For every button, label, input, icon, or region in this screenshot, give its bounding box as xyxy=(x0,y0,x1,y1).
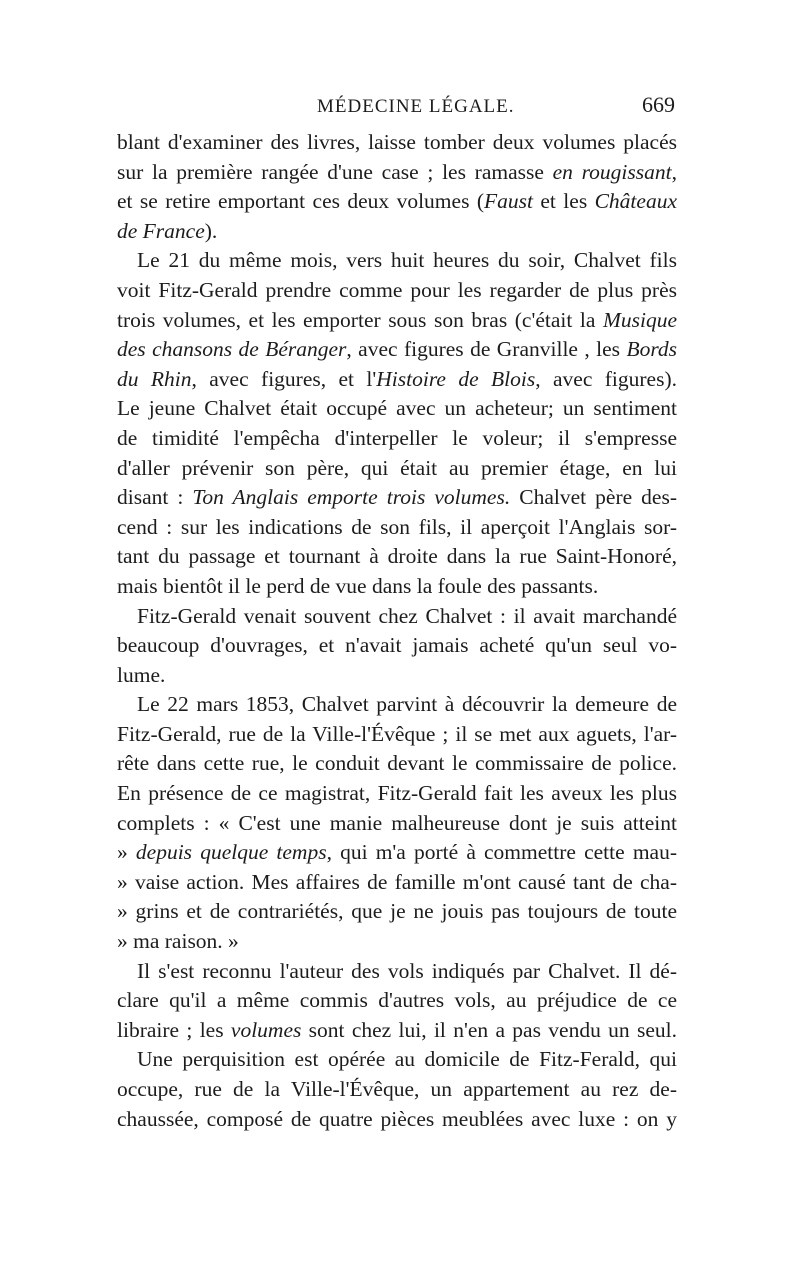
text-line xyxy=(117,1045,677,1075)
text-segment: chaussée, composé de quatre pièces meublées avec luxe : on y xyxy=(117,1106,677,1131)
text-line xyxy=(117,631,677,661)
text-line xyxy=(117,897,677,927)
text-segment: blant d'examiner des livres, laisse tomber deux volumes placés xyxy=(117,130,677,154)
text-line xyxy=(117,602,677,632)
text-segment: , avec figures). xyxy=(535,366,677,391)
text-segment: » vaise action. Mes affaires de famille m'ont causé tant de cha- xyxy=(117,869,677,894)
text-segment: ). xyxy=(204,218,218,243)
body-text xyxy=(117,128,677,1134)
text-segment: Le jeune Chalvet était occupé avec un acheteur; un sentiment xyxy=(117,396,677,421)
text-line xyxy=(117,661,677,691)
text-segment: » xyxy=(117,840,136,865)
text-segment: Fitz-Gerald venait souvent chez Chalvet : il avait marchandé xyxy=(137,603,677,628)
text-segment: , avec figures, et l' xyxy=(191,366,377,391)
italic-text: Musique xyxy=(602,307,677,332)
italic-text: Histoire de Blois xyxy=(376,366,536,391)
text-line xyxy=(117,957,677,987)
text-segment: lume. xyxy=(117,662,166,687)
italic-text: des chansons de Béranger xyxy=(117,337,347,362)
text-segment: et se retire emportant ces deux volumes ( xyxy=(117,189,484,214)
text-line xyxy=(117,365,677,395)
text-segment: beaucoup d'ouvrages, et n'avait jamais acheté qu'un seul vo- xyxy=(117,633,677,658)
text-segment: voit Fitz-Gerald prendre comme pour les regarder de plus près xyxy=(117,277,677,302)
text-segment: clare qu'il a même commis d'autres vols, au préjudice de ce xyxy=(117,988,677,1013)
text-line xyxy=(117,276,677,306)
text-line xyxy=(117,690,677,720)
italic-text: Faust xyxy=(484,189,533,214)
text-line xyxy=(117,246,677,276)
text-segment: Fitz-Gerald, rue de la Ville-l'Évêque ; il se met aux aguets, l'ar- xyxy=(117,721,677,746)
text-segment: trois volumes, et les emporter sous son bras (c'était la xyxy=(117,307,603,332)
text-line xyxy=(117,335,677,365)
text-segment: » grins et de contrariétés, que je ne jouis pas toujours de toute xyxy=(117,899,677,924)
text-segment: Il s'est reconnu l'auteur des vols indiqués par Chalvet. Il dé- xyxy=(137,958,677,983)
text-segment: complets : « C'est une manie malheureuse dont je suis atteint xyxy=(117,810,677,835)
italic-text: depuis quelque temps xyxy=(135,840,327,865)
text-line xyxy=(117,158,677,188)
text-line xyxy=(117,394,677,424)
text-segment: , avec figures de Granville , les xyxy=(346,337,627,362)
text-segment: , xyxy=(671,159,677,184)
page-number: 669 xyxy=(642,92,675,117)
text-line xyxy=(117,1016,677,1046)
text-segment: » ma raison. » xyxy=(117,929,239,954)
text-segment: Chalvet père des- xyxy=(510,485,677,510)
text-line xyxy=(117,572,677,602)
text-line xyxy=(117,749,677,779)
text-line xyxy=(117,306,677,336)
italic-text: volumes xyxy=(230,1017,302,1042)
text-segment: tant du passage et tournant à droite dans la rue Saint-Honoré, xyxy=(117,544,677,569)
text-segment: sont chez lui, il n'en a pas vendu un seul. xyxy=(301,1017,677,1042)
text-segment: libraire ; les xyxy=(117,1017,231,1042)
text-segment: d'aller prévenir son père, qui était au premier étage, en lui xyxy=(117,455,677,480)
text-line xyxy=(117,424,677,454)
text-segment: En présence de ce magistrat, Fitz-Gerald fait les aveux les plus xyxy=(117,781,677,806)
text-line xyxy=(117,454,677,484)
text-line xyxy=(117,868,677,898)
text-segment: Le 21 du même mois, vers huit heures du soir, Chalvet fils xyxy=(137,248,677,273)
text-line xyxy=(117,1075,677,1105)
book-page xyxy=(117,92,677,1134)
text-line xyxy=(117,838,677,868)
italic-text: en rougissant xyxy=(552,159,672,184)
text-line xyxy=(117,187,677,217)
text-line xyxy=(117,720,677,750)
text-line xyxy=(117,513,677,543)
italic-text: Ton Anglais emporte trois volumes. xyxy=(192,485,511,510)
text-line xyxy=(117,217,677,247)
italic-text: Bords xyxy=(626,337,678,362)
text-line xyxy=(117,542,677,572)
text-segment: disant : xyxy=(117,485,193,510)
running-title: MÉDECINE LÉGALE. xyxy=(317,96,515,117)
text-segment: , qui m'a porté à commettre cette mau- xyxy=(326,840,678,865)
text-segment: de timidité l'empêcha d'interpeller le voleur; il s'empresse xyxy=(117,425,677,450)
text-line xyxy=(117,483,677,513)
running-head xyxy=(117,92,677,128)
text-segment: occupe, rue de la Ville-l'Évêque, un appartement au rez de- xyxy=(117,1077,677,1101)
text-line xyxy=(117,128,677,158)
text-segment: et les xyxy=(532,189,595,214)
text-segment: mais bientôt il le perd de vue dans la foule des passants. xyxy=(117,573,599,598)
text-line xyxy=(117,779,677,809)
italic-text: du Rhin xyxy=(117,366,192,391)
text-segment: Le 22 mars 1853, Chalvet parvint à découvrir la demeure de xyxy=(137,692,677,717)
italic-text: Châteaux xyxy=(594,189,677,214)
text-line xyxy=(117,927,677,957)
text-segment: sur la première rangée d'une case ; les ramasse xyxy=(117,159,553,184)
text-segment: cend : sur les indications de son fils, il aperçoit l'Anglais sor- xyxy=(117,514,677,539)
text-line xyxy=(117,986,677,1016)
text-line xyxy=(117,809,677,839)
text-line xyxy=(117,1105,677,1135)
italic-text: de France xyxy=(117,218,205,243)
text-segment: rête dans cette rue, le conduit devant le commissaire de police. xyxy=(117,751,677,776)
text-segment: Une perquisition est opérée au domicile de Fitz-Ferald, qui xyxy=(137,1047,677,1072)
